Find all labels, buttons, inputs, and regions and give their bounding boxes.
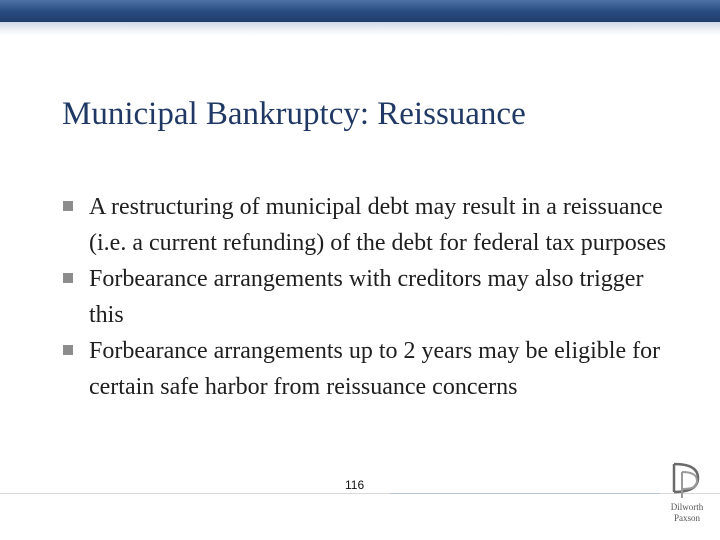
top-banner-shadow	[0, 22, 720, 36]
top-banner	[0, 0, 720, 22]
bullet-item	[62, 189, 672, 261]
logo-text-line1: Dilworth	[670, 502, 704, 512]
square-bullet-icon	[63, 273, 73, 283]
page-number: 116	[345, 478, 365, 492]
bullet-item	[62, 261, 672, 333]
bullet-text: Forbearance arrangements with creditors may also trigger this	[89, 266, 644, 328]
bullet-text: A restructuring of municipal debt may result in a reissuance (i.e. a current refunding) of the debt for federal tax purposes	[89, 194, 667, 256]
slide-title: Municipal Bankruptcy: Reissuance	[62, 96, 526, 132]
dilworth-paxson-logo	[664, 462, 710, 530]
square-bullet-icon	[63, 345, 73, 355]
bullet-list	[62, 189, 672, 405]
logo-text-line2: Paxson	[673, 513, 700, 523]
bullet-text: Forbearance arrangements up to 2 years may be eligible for certain safe harbor from reissuance concerns	[89, 338, 661, 400]
square-bullet-icon	[63, 201, 73, 211]
dilworth-paxson-logo-icon	[670, 462, 704, 500]
footer-divider-accent	[390, 493, 660, 494]
bullet-item	[62, 333, 672, 405]
